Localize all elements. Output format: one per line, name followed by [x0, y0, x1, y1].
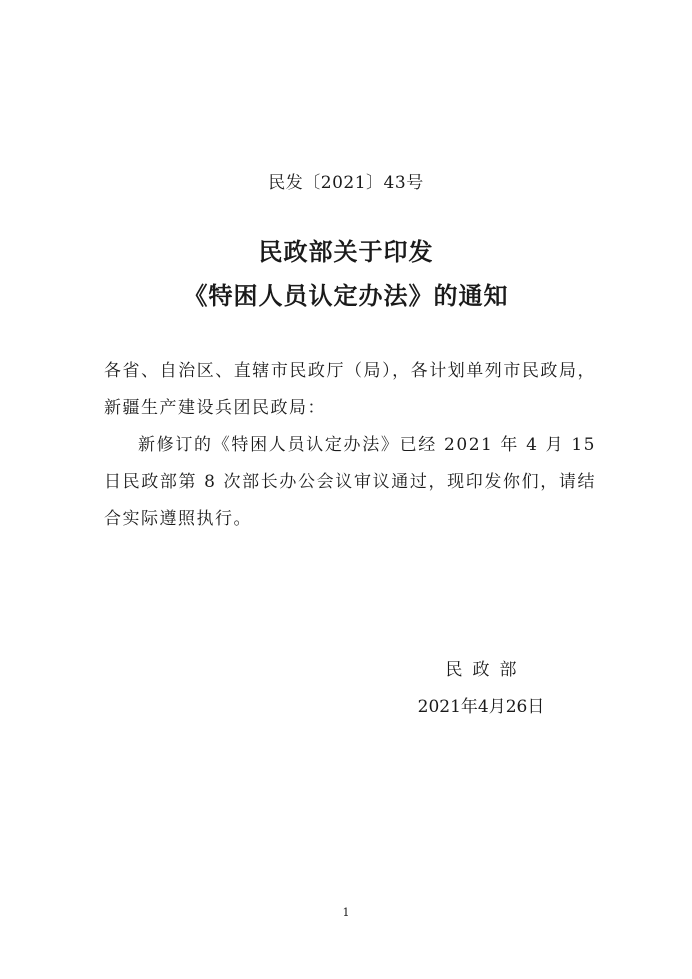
document-title: [0, 230, 692, 318]
title-line-2: 《特困人员认定办法》的通知: [183, 281, 509, 310]
document-body: [104, 353, 596, 538]
page-number: 1: [342, 906, 350, 919]
signature-organization: 民政部: [445, 660, 527, 680]
signature-block: [386, 652, 576, 726]
title-line-1: 民政部关于印发: [258, 237, 434, 266]
addressee-paragraph: 各省、自治区、直辖市民政厅（局），各计划单列市民政局，新疆生产建设兵团民政局：: [104, 361, 596, 418]
signature-date: 2021年4月26日: [417, 697, 545, 717]
body-paragraph: 新修订的《特困人员认定办法》已经 2021 年 4 月 15 日民政部第 8 次部长办公会议审议通过，现印发你们，请结合实际遵照执行。: [104, 435, 596, 529]
document-number: 民发〔2021〕43号: [268, 173, 424, 193]
